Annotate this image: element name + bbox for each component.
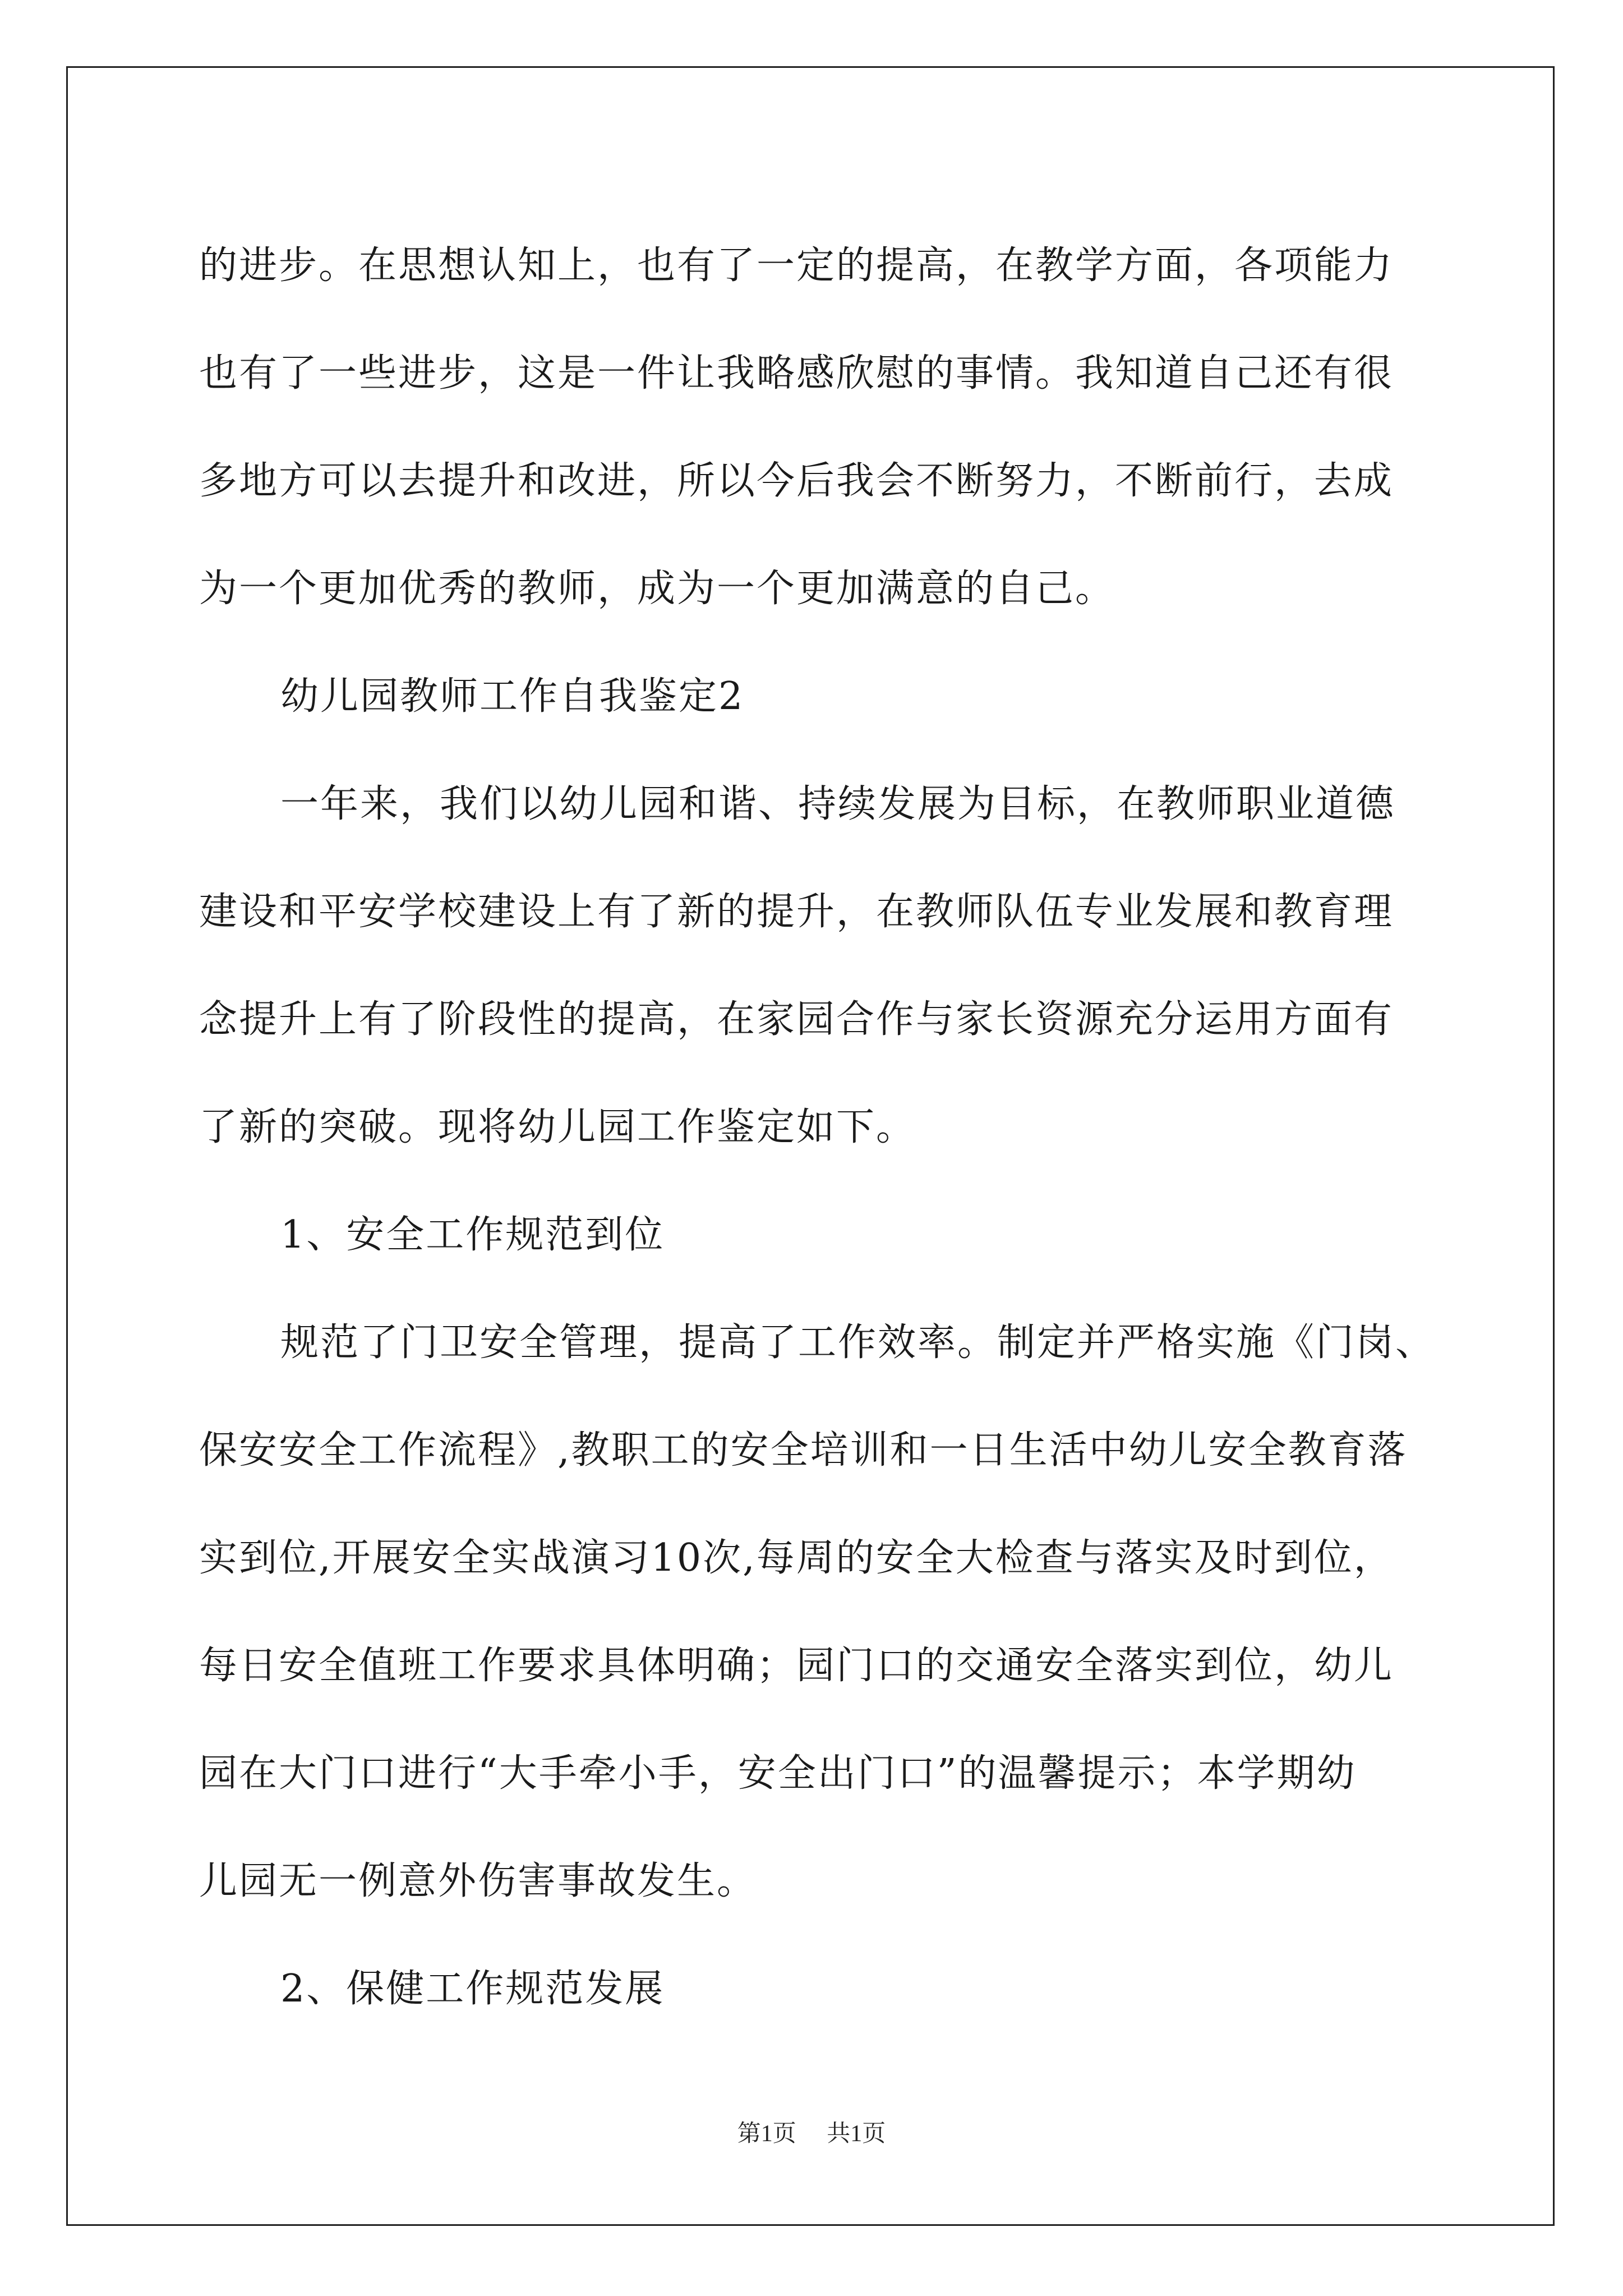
body-line: 念提升上有了阶段性的提高，在家园合作与家长资源充分运用方面有 [199,997,1394,1042]
subheading-health: 2、保健工作规范发展 [280,1967,665,2011]
paragraph-first-line: 一年来，我们以幼儿园和谐、持续发展为目标，在教师职业道德 [280,782,1396,826]
body-line: 保安安全工作流程》,教职工的安全培训和一日生活中幼儿安全教育落 [199,1428,1408,1473]
paragraph-first-line: 规范了门卫安全管理，提高了工作效率。制定并严格实施《门岗、 [280,1320,1436,1365]
page-number-current: 第1页 [737,2121,796,2147]
body-line: 实到位,开展安全实战演习10次,每周的安全大检查与落实及时到位， [199,1536,1394,1580]
document-body [199,212,1436,2043]
page-number-total: 共1页 [827,2121,886,2147]
page-footer [0,2115,1623,2148]
body-line: 每日安全值班工作要求具体明确；园门口的交通安全落实到位，幼儿 [199,1644,1394,1688]
body-line: 多地方可以去提升和改进，所以今后我会不断努力，不断前行，去成 [199,459,1394,503]
body-line: 为一个更加优秀的教师，成为一个更加满意的自己。 [199,567,1115,611]
section-title: 幼儿园教师工作自我鉴定2 [280,674,745,719]
body-line: 了新的突破。现将幼儿园工作鉴定如下。 [199,1105,916,1149]
body-line: 儿园无一例意外伤害事故发生。 [199,1859,757,1903]
subheading-safety: 1、安全工作规范到位 [280,1213,665,1257]
body-line: 的进步。在思想认知上，也有了一定的提高，在教学方面，各项能力 [199,243,1394,288]
body-line: 建设和平安学校建设上有了新的提升，在教师队伍专业发展和教育理 [199,890,1394,934]
body-line: 园在大门口进行“大手牵小手，安全出门口”的温馨提示；本学期幼 [199,1751,1357,1796]
body-line: 也有了一些进步，这是一件让我略感欣慰的事情。我知道自己还有很 [199,351,1394,395]
